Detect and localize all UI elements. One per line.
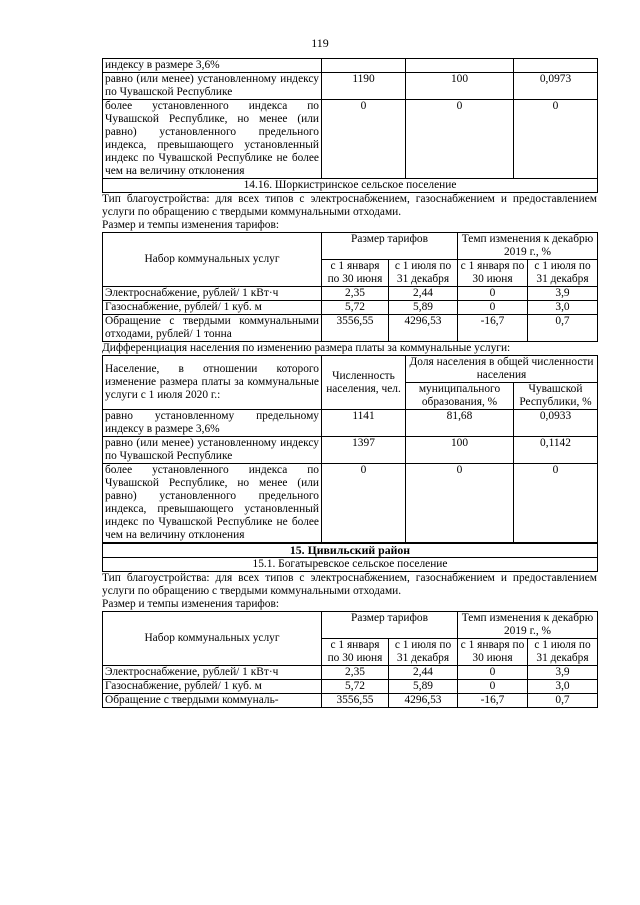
sizes-label: Размер и темпы изменения тарифов: (102, 219, 280, 231)
municipal-share-cell: 0 (406, 100, 514, 179)
count-cell: 0 (322, 100, 406, 179)
table-row: Обращение с твердыми коммунальными отходами, рублей/ 1 тонна 3556,55 4296,53 -16,7 0,7 (103, 315, 598, 342)
table-row: более установленного индекса по Чувашской Республике, но менее (или равно) установленного предельного индекса, превышающего установленный индекс по Чувашской Республике не более чем на величину отклонения 0 0 0 (103, 464, 598, 544)
type-text: Тип благоустройства: для всех типов с электроснабжением, газоснабжением и предоставлением услуги по обращению с твердыми коммунальными отходами. (102, 193, 597, 218)
republic-share-cell: 0,0973 (514, 73, 598, 100)
page-number: 119 (311, 36, 329, 50)
row-label: Обращение с твердыми коммунальными отходами, рублей/ 1 тонна (103, 315, 322, 342)
sub-jul-header: с 1 июля по 31 декабря (389, 639, 458, 666)
count-cell: 1190 (322, 73, 406, 100)
type-text: Тип благоустройства: для всех типов с электроснабжением, газоснабжением и предоставлением услуги по обращению с твердыми коммунальными отходами. (102, 572, 597, 597)
section-title: 15.1. Богатыревское сельское поселение (103, 558, 598, 572)
sub-jul-header: с 1 июля по 31 декабря (389, 260, 458, 287)
col-size-header: Размер тарифов (322, 612, 458, 639)
top-diff-table (102, 58, 598, 193)
col-rep-header: Чувашской Республики, % (514, 383, 598, 410)
district-title: 15. Цивильский район (103, 543, 598, 558)
row-label: равно установленному предельному индексу в размере 3,6% (103, 410, 322, 437)
tariff-table (102, 611, 598, 708)
col-pop-header: Население, в отношении которого изменение размера платы за коммунальные услуги с 1 июля 2020 г.: (103, 356, 322, 410)
sub-jul-header: с 1 июля по 31 декабря (528, 639, 598, 666)
sub-jan-header: с 1 января по 30 июня (322, 639, 389, 666)
sizes-label: Размер и темпы изменения тарифов: (102, 598, 280, 610)
row-label: Газоснабжение, рублей/ 1 куб. м (103, 680, 322, 694)
row-label: Электроснабжение, рублей/ 1 кВт·ч (103, 287, 322, 301)
row-label: более установленного индекса по Чувашской Республике, но менее (или равно) установленного предельного индекса, превышающего установленный индекс по Чувашской Республике не более чем на величину отклонения (103, 100, 322, 179)
col-count-header: Численность населения, чел. (322, 356, 406, 410)
table-row: равно установленному предельному индексу в размере 3,6% 1141 81,68 0,0933 (103, 410, 598, 437)
table-row (103, 73, 598, 100)
diff-table (102, 355, 598, 572)
republic-share-cell: 0 (514, 100, 598, 179)
diff-label: Дифференциация населения по изменению размера платы за коммунальные услуги: (102, 342, 511, 354)
row-label: Обращение с твердыми коммуналь- (103, 694, 322, 708)
document-body (102, 58, 597, 708)
section-title: 14.16. Шоркистринское сельское поселение (103, 179, 598, 193)
table-row (103, 59, 598, 73)
row-label: равно (или менее) установленному индексу по Чувашской Республике (103, 437, 322, 464)
col-size-header: Размер тарифов (322, 233, 458, 260)
sub-jan-header: с 1 января по 30 июня (458, 260, 528, 287)
table-row: Обращение с твердыми коммуналь- 3556,55 4296,53 -16,7 0,7 (103, 694, 598, 708)
col-rate-header: Темп изменения к декабрю 2019 г., % (458, 612, 598, 639)
tariff-table (102, 232, 598, 342)
sub-jul-header: с 1 июля по 31 декабря (528, 260, 598, 287)
table-row: Электроснабжение, рублей/ 1 кВт·ч 2,35 2,44 0 3,9 (103, 666, 598, 680)
table-row: Электроснабжение, рублей/ 1 кВт·ч 2,35 2,44 0 3,9 (103, 287, 598, 301)
table-row: Газоснабжение, рублей/ 1 куб. м 5,72 5,89 0 3,0 (103, 301, 598, 315)
row-label: Электроснабжение, рублей/ 1 кВт·ч (103, 666, 322, 680)
col-share-header: Доля населения в общей численности населения (406, 356, 598, 383)
row-label: равно (или менее) установленному индексу по Чувашской Республике (103, 73, 322, 100)
col-service-header: Набор коммунальных услуг (103, 612, 322, 666)
row-label: индексу в размере 3,6% (103, 59, 322, 73)
col-service-header: Набор коммунальных услуг (103, 233, 322, 287)
table-row: равно (или менее) установленному индексу по Чувашской Республике 1397 100 0,1142 (103, 437, 598, 464)
row-label: Газоснабжение, рублей/ 1 куб. м (103, 301, 322, 315)
table-row (103, 100, 598, 179)
col-mun-header: муниципального образования, % (406, 383, 514, 410)
col-rate-header: Темп изменения к декабрю 2019 г., % (458, 233, 598, 260)
table-row: Газоснабжение, рублей/ 1 куб. м 5,72 5,89 0 3,0 (103, 680, 598, 694)
sub-jan-header: с 1 января по 30 июня (458, 639, 528, 666)
municipal-share-cell: 100 (406, 73, 514, 100)
row-label: более установленного индекса по Чувашской Республике, но менее (или равно) установленного предельного индекса, превышающего установленный индекс по Чувашской Республике не более чем на величину отклонения (103, 464, 322, 544)
sub-jan-header: с 1 января по 30 июня (322, 260, 389, 287)
